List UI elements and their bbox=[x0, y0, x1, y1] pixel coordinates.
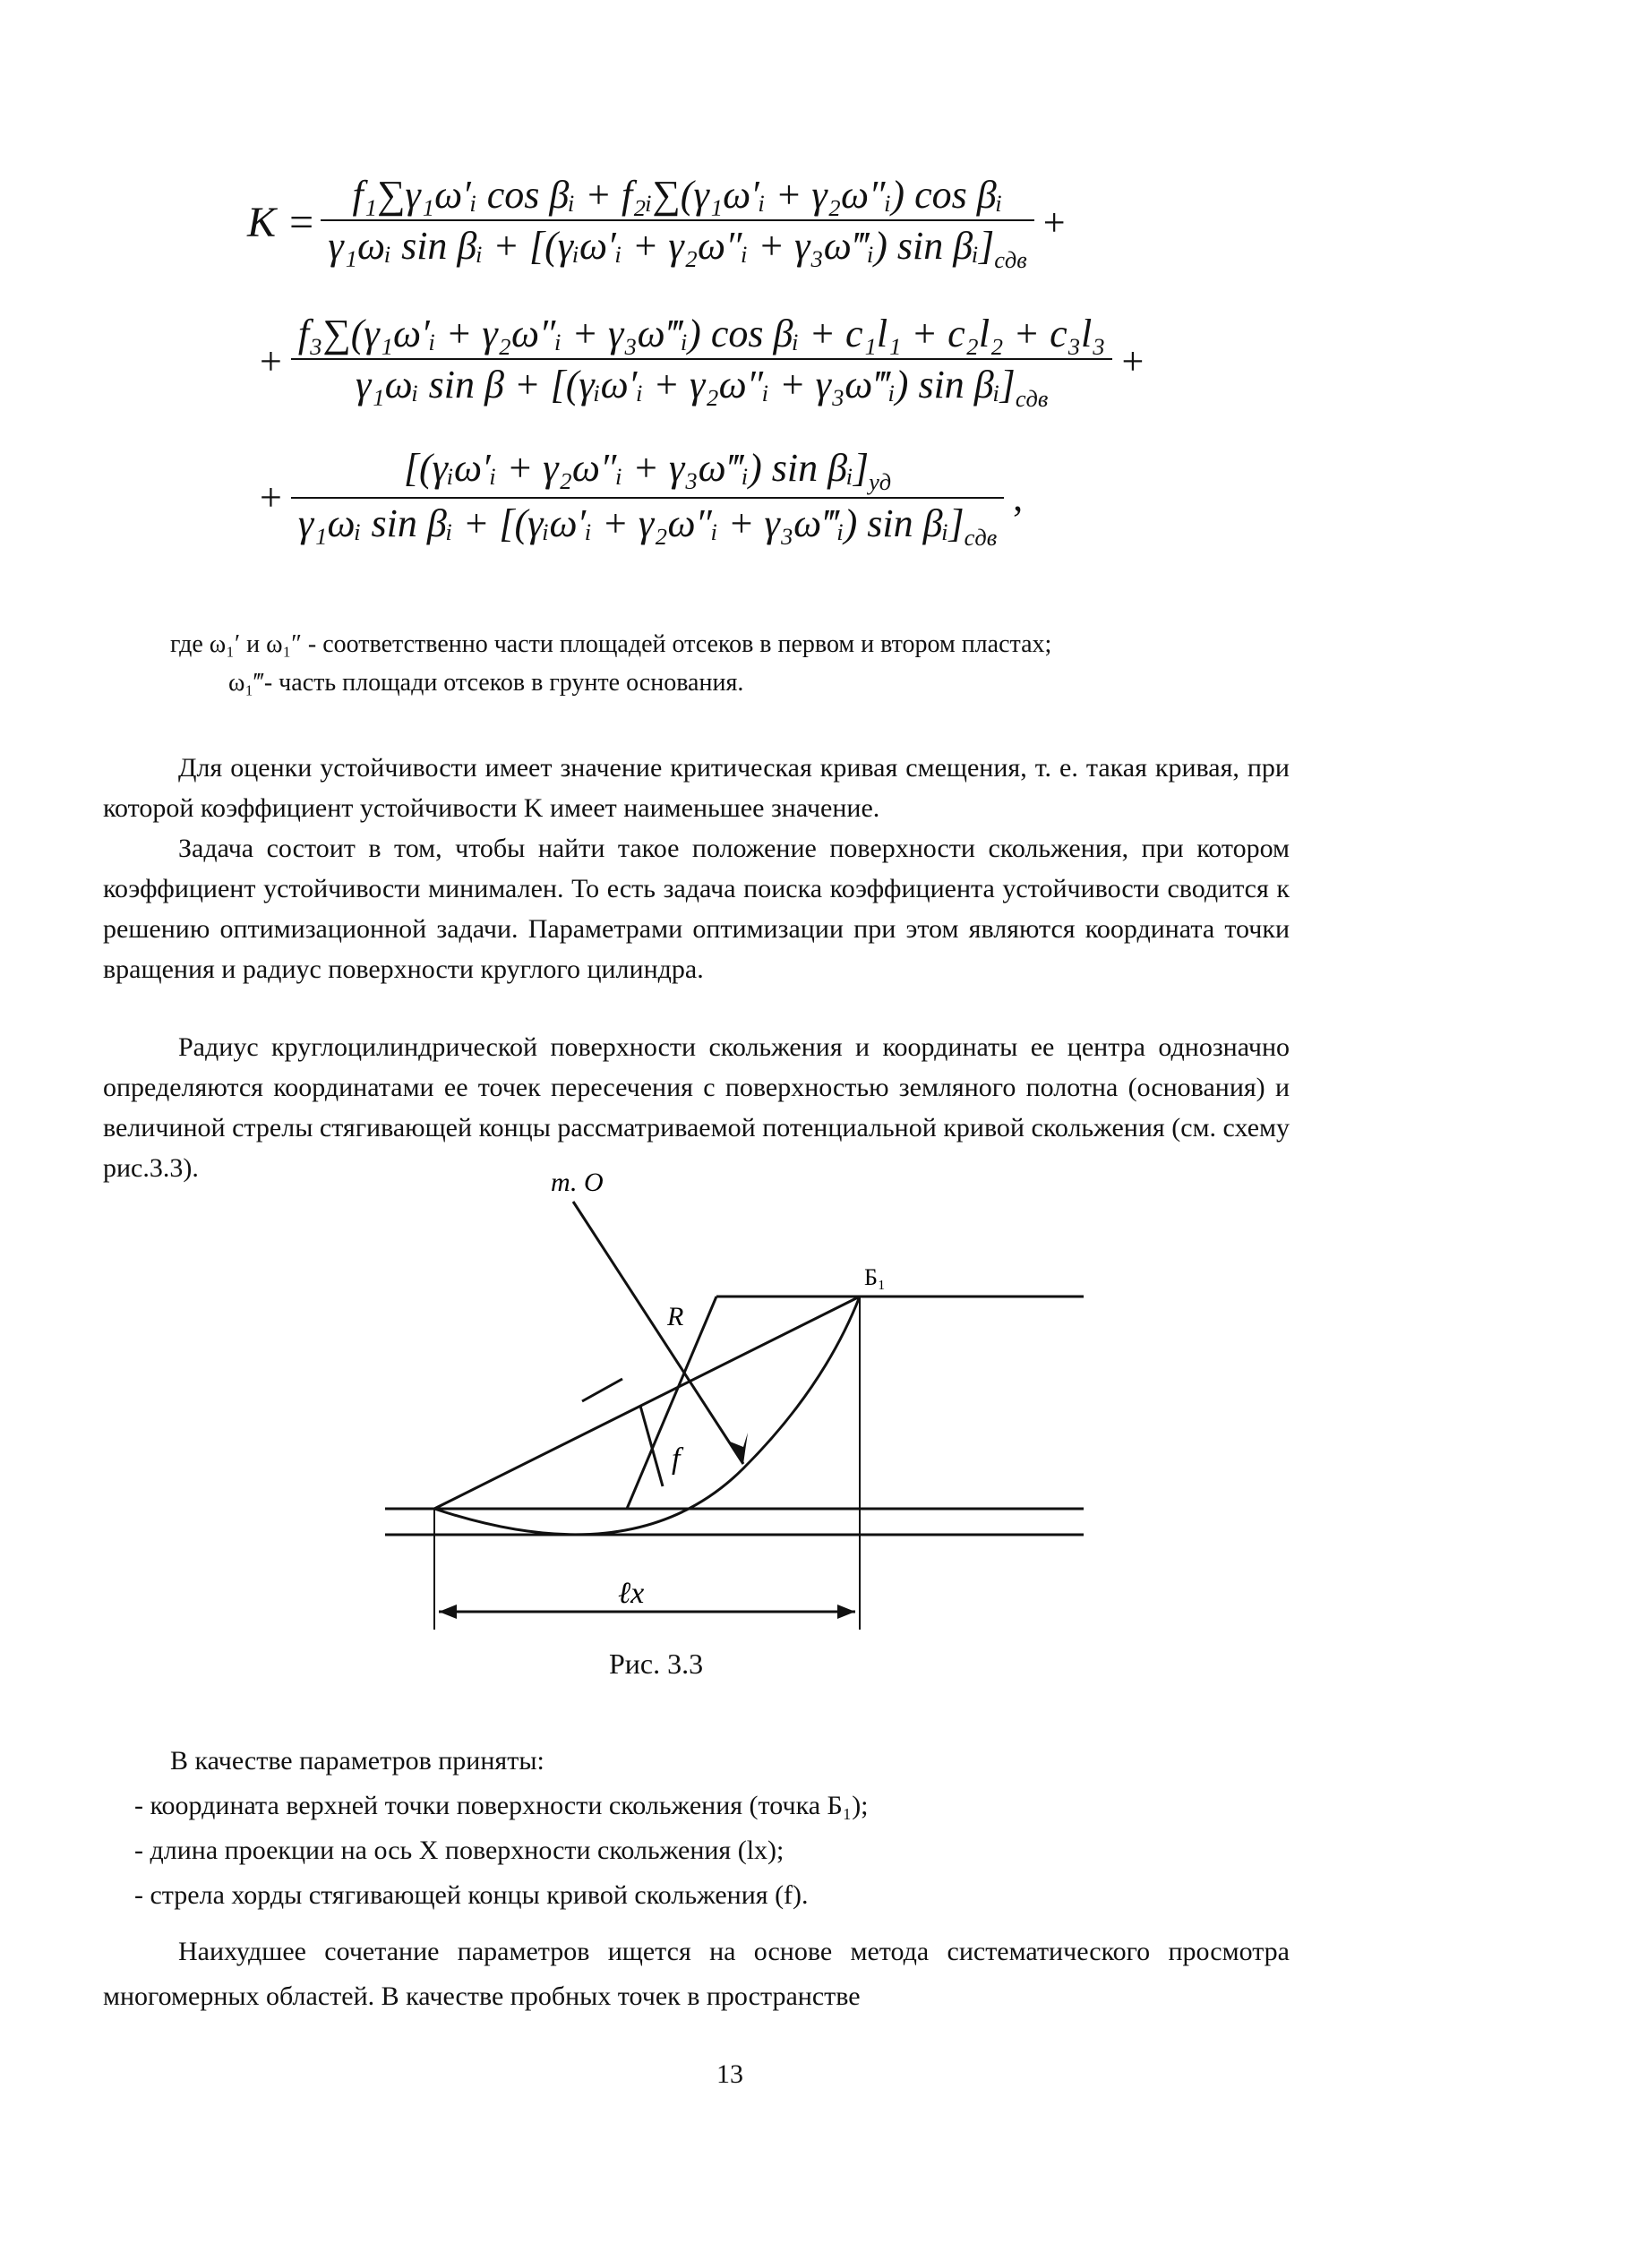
formula-row-1 bbox=[242, 170, 1075, 275]
formula-row-2 bbox=[251, 309, 1153, 414]
slip-surface-diagram bbox=[367, 1164, 1102, 1630]
where-line-1: где ω₁′ и ω₁″ - соответственно части площадей отсеков в первом и втором пластах; bbox=[170, 630, 1052, 658]
point-b1-label: Б₁ bbox=[864, 1264, 886, 1290]
paragraph-critical-curve: Для оценки устойчивости имеет значение критическая кривая смещения, т. е. такая кривая, при которой коэффициент устойчивости K имеет наименьшее значение. bbox=[103, 753, 1290, 823]
formula-denominator-1: γ₁ωᵢ sin βᵢ + [(γᵢω′ᵢ + γ₂ω″ᵢ + γ₃ω‴ᵢ) $\sin \beta ᵢ]_{сдв}$ bbox=[328, 224, 1027, 273]
formula-lead-2: + bbox=[260, 338, 282, 383]
formula-tail-2: + bbox=[1121, 338, 1145, 383]
lx-label: ℓx bbox=[618, 1577, 645, 1610]
paragraph-optimization-task: Задача состоит в том, чтобы найти такое положение поверхности скольжения, при котором коэффициент устойчивости минимален. То есть задача поиска коэффициента устойчивости сводится к решению оптимизационной задачи. Параметрами оптимизации при этом являются координата точки вращения и радиус поверхности круглого цилиндра. bbox=[103, 834, 1290, 984]
formula-fraction-3 bbox=[291, 443, 1004, 552]
params-intro: В качестве параметров приняты: bbox=[170, 1746, 544, 1776]
f-marker-line bbox=[640, 1406, 663, 1486]
params-item: - длина проекции на ось X поверхности скольжения (lx); bbox=[134, 1836, 784, 1865]
formula-tail-1: + bbox=[1042, 200, 1066, 244]
formula-numerator-2: f₃∑(γ₁ω′ᵢ + γ₂ω″ᵢ + γ₃ω‴ᵢ) cos βᵢ + c₁l₁ + c₂l₂ + c₃l₃ bbox=[297, 312, 1106, 355]
params-item: - координата верхней точки поверхности скольжения (точка Б₁); bbox=[134, 1791, 869, 1820]
formula-tail-3: , bbox=[1013, 475, 1024, 520]
formula-denominator-2: γ₁ωᵢ sin β + [(γᵢω′ᵢ + γ₂ω″ᵢ + γ₃ω‴ᵢ) $\sin \beta ᵢ]_{сдв}$ bbox=[355, 363, 1049, 412]
formula-numerator-3: [(γᵢω′ᵢ + γ₂ω″ᵢ + γ₃ω‴ᵢ) $\sin \beta ᵢ]_{уд}$ bbox=[403, 446, 892, 495]
paragraph-worst-combination: Наихудшее сочетание параметров ищется на основе метода систематического просмотра многомерных областей. В качестве пробных точек в пространстве bbox=[103, 1937, 1290, 2011]
radius-label: R bbox=[667, 1302, 684, 1331]
point-o-label: т. О bbox=[551, 1168, 604, 1197]
formula-fraction-2 bbox=[291, 309, 1113, 414]
stability-coefficient-formula bbox=[242, 170, 1227, 591]
chord-line bbox=[434, 1297, 860, 1509]
radius-line bbox=[573, 1202, 743, 1464]
params-item: - стрела хорды стягивающей концы кривой скольжения (f). bbox=[134, 1880, 809, 1910]
figure-caption: Рис. 3.3 bbox=[609, 1648, 704, 1680]
page-number: 13 bbox=[716, 2059, 743, 2089]
slip-curve bbox=[434, 1297, 860, 1535]
f-label: f bbox=[672, 1442, 681, 1476]
formula-lhs: K = bbox=[247, 198, 316, 246]
formula-lead-3: + bbox=[260, 475, 282, 520]
where-line-2: ω₁‴- часть площади отсеков в грунте основания. bbox=[228, 669, 744, 697]
formula-fraction-1 bbox=[321, 170, 1033, 275]
formula-row-3 bbox=[251, 443, 1032, 552]
formula-numerator-1: f₁∑γ₁ω′ᵢ cos βᵢ + f₂ᵢ∑(γ₁ω′ᵢ + γ₂ω″ᵢ) cos βᵢ bbox=[352, 173, 1003, 217]
paragraph-radius-definition: Радиус круглоцилиндрической поверхности скольжения и координаты ее центра однозначно определяются координатами ее точек пересечения с поверхностью земляного полотна (основания) и величиной стрелы стягивающей концы рассматриваемой потенциальной кривой скольжения (см. схему рис.3.3). bbox=[103, 1032, 1290, 1183]
formula-denominator-3: γ₁ωᵢ sin βᵢ + [(γᵢω′ᵢ + γ₂ω″ᵢ + γ₃ω‴ᵢ) $\sin \beta ᵢ]_{сдв}$ bbox=[297, 501, 998, 551]
